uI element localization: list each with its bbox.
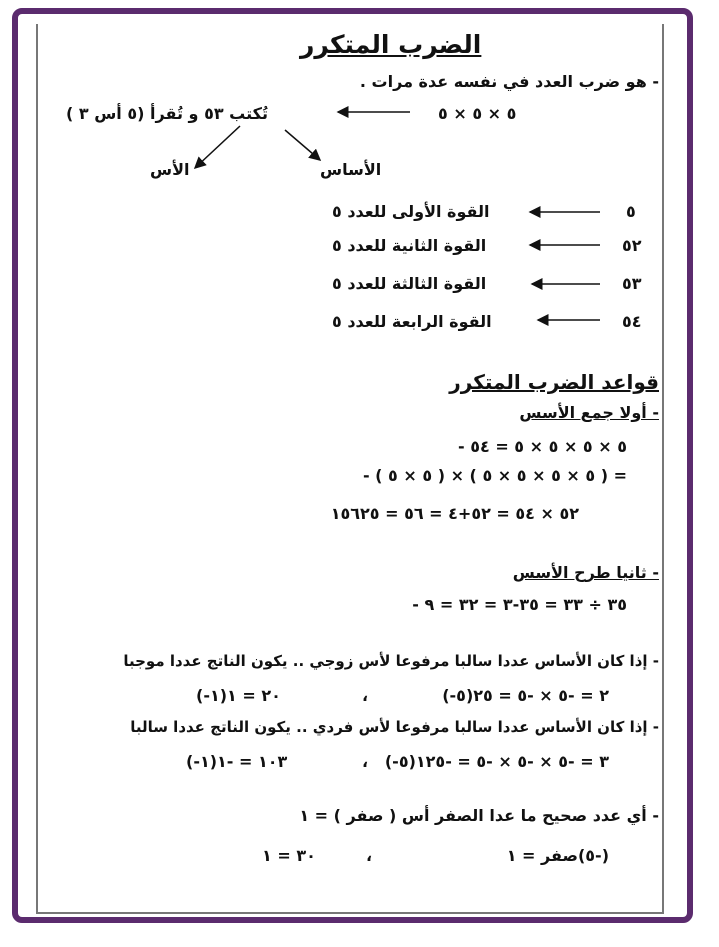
exponent-pointer [195, 126, 240, 168]
rule1-line3: ٥٢ × ٥٤ = ٥٢+٤ = ٥٦ = ١٥٦٢٥ [330, 504, 579, 523]
separator: ، [366, 846, 373, 865]
separator: ، [362, 686, 369, 705]
even-rule-example: (-٥)٢ = -٥ × -٥ = ٢٥ [442, 686, 609, 705]
rule1-heading: - أولا جمع الأسس [519, 403, 659, 422]
power-expr: ٥ [626, 202, 636, 221]
power-expr: ٥٢ [622, 236, 642, 255]
page-title: الضرب المتكرر [300, 30, 482, 59]
rules-title: قواعد الضرب المتكرر [449, 370, 659, 394]
power-desc: القوة الثالثة للعدد ٥ [332, 274, 487, 293]
odd-rule-example: (-٥)٣ = -٥ × -٥ × -٥ = -١٢٥ [384, 752, 609, 771]
power-desc: القوة الرابعة للعدد ٥ [332, 312, 492, 331]
example-written: تُكتب ٥٣ و تُقرأ (٥ أس ٣ ) [66, 104, 268, 123]
separator: ، [362, 752, 369, 771]
rule2-heading: - ثانيا طرح الأسس [512, 563, 659, 582]
example-product: ٥ × ٥ × ٥ [438, 104, 517, 123]
even-rule-example: (-١)٢٠ = ١ [196, 686, 281, 705]
power-desc: القوة الأولى للعدد ٥ [332, 202, 490, 221]
label-base: الأساس [320, 160, 382, 179]
zero-rule-example: ٣٠ = ١ [262, 846, 316, 865]
zero-rule-text: - أي عدد صحيح ما عدا الصفر أس ( صفر ) = ١ [299, 806, 659, 825]
definition: - هو ضرب العدد في نفسه عدة مرات . [359, 72, 659, 91]
rule2-line1: - ٣٥ ÷ ٣٣ = ٣٥-٣ = ٣٢ = ٩ [412, 595, 627, 614]
zero-rule-example: (-٥)صفر = ١ [506, 846, 609, 865]
rule1-line2: - ( ٥ × ٥ ) × ( ٥ × ٥ × ٥ × ٥ ) = [362, 466, 627, 485]
rule1-line1: - ٥ × ٥ × ٥ × ٥ = ٥٤ [458, 437, 627, 456]
base-pointer [285, 130, 320, 160]
power-expr: ٥٤ [622, 312, 642, 331]
odd-rule-example: (-١)١٠٣ = -١ [186, 752, 288, 771]
power-desc: القوة الثانية للعدد ٥ [332, 236, 487, 255]
even-rule-text: - إذا كان الأساس عددا سالبا مرفوعا لأس زوجي .. يكون الناتج عددا موجبا [123, 652, 659, 670]
label-exponent: الأس [150, 160, 190, 179]
odd-rule-text: - إذا كان الأساس عددا سالبا مرفوعا لأس فردي .. يكون الناتج عددا سالبا [130, 718, 659, 736]
power-expr: ٥٣ [622, 274, 642, 293]
